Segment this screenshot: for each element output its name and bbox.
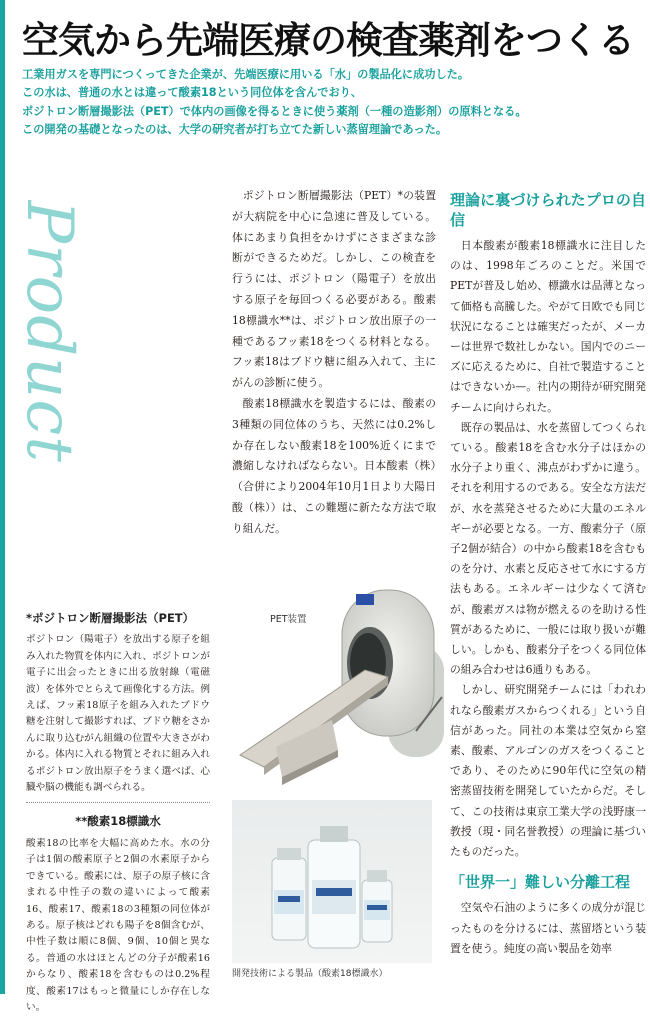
lead-line: ポジトロン断層撮影法（PET）で体内の画像を得るときに使う薬剤（一種の造影剤）の原料となる。	[22, 104, 527, 118]
section-heading: 「世界一」難しい分離工程	[450, 873, 631, 892]
edge-accent-bar	[0, 0, 5, 994]
lead-paragraph	[22, 66, 642, 140]
paragraph: 酸素18標識水を製造するには、酸素の3種類の同位体のうち、天然には0.2%しか存在しない酸素18を100%近くにまで濃縮しなければならない。日本酸素（株）（合併により2004年10月1日より大陽日酸（株））は、この難題に新たな方法で取り組んだ。	[232, 396, 436, 535]
page-title: 空気から先端医療の検査薬剤をつくる	[22, 19, 634, 62]
body-column-1	[232, 186, 436, 540]
paragraph: 日本酸素が酸素18標識水に注目したのは、1998年ごろのことだ。米国でPETが普及し始め、標識水は品薄となって価格も高騰した。やがて日欧でも同じ状況になることは確実だったが、メーカーは世界で数社しかない。国内でのニーズに応えるために、自社で製造することはできないか—。社内の期待が研究開発チームに向けられた。	[450, 239, 646, 414]
section-heading: 理論に裏づけられたプロの自信	[450, 191, 646, 229]
bottle-small-right	[362, 870, 392, 942]
pet-scanner-illustration	[220, 575, 452, 795]
figure-label-pet: PET装置	[270, 614, 307, 625]
bottle-large-center	[308, 826, 360, 948]
section-label-vertical	[12, 200, 92, 600]
lead-line: この開発の基礎となったのは、大学の研究者が打ち立てた新しい蒸留理論であった。	[22, 123, 448, 137]
note-text-water: 酸素18の比率を大幅に高めた水。水の分子は1個の酸素原子と2個の水素原子からできている。酸素には、原子の原子核に含まれる中性子の数の違いによって酸素16、酸素17、酸素18の3種類の同位体がある。原子核はどれも陽子を8個含むが、中性子数は順に8個、9個、10個と異なる。普通の水はほとんどの分子が酸素16からなり、酸素18を含むものは0.2%程度、酸素17はもっと微量にしか存在しない。	[26, 837, 210, 1013]
note-title-water: **酸素18標識水	[75, 814, 161, 829]
note-divider	[26, 802, 210, 803]
body-column-2	[450, 190, 646, 959]
lead-line: この水は、普通の水とは違って酸素18という同位体を含んでおり、	[22, 86, 363, 100]
figure-caption-product: 開発技術による製品（酸素18標識水）	[232, 969, 388, 979]
paragraph: しかし、研究開発チームには「われわれなら酸素ガスからつくれる」という自信があった。同社の本業は空気から窒素、酸素、アルゴンのガスをつくることであり、そのために90年代に空気の精密蒸留技術を開発していたからだ。そして、この技術は東京工業大学の浅野康一教授（現・同名誉教授）の理論に基づいたものだった。	[450, 683, 646, 859]
note-text-pet: ポジトロン（陽電子）を放出する原子を組み入れた物質を体内に入れ、ポジトロンが電子に出会ったときに出る放射線（電磁波）を体外でとらえて画像化する方法。例えば、フッ素18原子を組み入れたブドウ糖を注射して撮影すれば、ブドウ糖をさかんに取り込むがん組織の位置や大きさがわかる。体内に入れる物質とそれに組み入れるポジトロン放出原子をうまく選べば、心臓や脳の機能も調べられる。	[26, 634, 210, 794]
glossary-notes	[26, 600, 210, 1022]
section-label-text: Product	[12, 200, 86, 463]
product-bottles-photo	[232, 800, 432, 963]
lead-line: 工業用ガスを専門につくってきた企業が、先端医療に用いる「水」の製品化に成功した。	[22, 68, 470, 81]
paragraph: 空気や石油のように多くの成分が混じったものを分けるには、蒸留塔という装置を使う。純度の高い製品を効率	[450, 901, 646, 955]
note-title-pet: *ポジトロン断層撮影法（PET）	[26, 611, 195, 625]
paragraph: ポジトロン断層撮影法（PET）*の装置が大病院を中心に急速に普及している。体にあまり負担をかけずにさまざまな診断ができるためだ。しかし、この検査を行うには、ポジトロン（陽電子）を放出する原子を毎回つくる必要がある。酸素18標識水**は、ポジトロン放出原子の一種であるフッ素18をつくる材料となる。フッ素18はブドウ糖に組み入れて、主にがんの診断に使う。	[232, 189, 436, 390]
paragraph: 既存の製品は、水を蒸留してつくられている。酸素18を含む水分子はほかの水分子より重く、沸点がわずかに違う。それを利用するのである。安全な方法だが、水を蒸発させるために大量のエネルギーが必要となる。一方、酸素分子（原子2個が結合）の中から酸素18を含むものを分け、水素と反応させて水にする方法もある。エネルギーは少なくて済むが、酸素ガスは物が燃えるのを助ける性質があるために、一般には取り扱いが難しい。しかも、酸素分子をつくる同位体の組み合わせは6通りもある。	[450, 420, 646, 677]
bottle-small-left	[272, 848, 306, 940]
